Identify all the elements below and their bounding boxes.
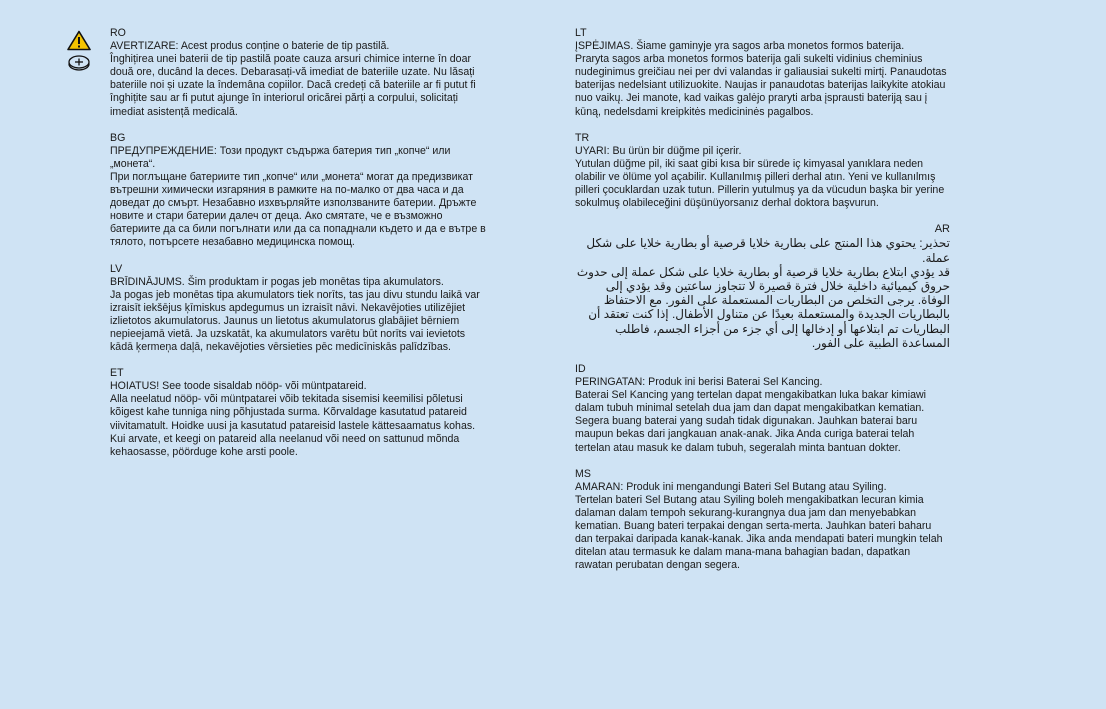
section-ar	[575, 223, 950, 350]
section-id	[575, 363, 950, 455]
language-code: ET	[110, 367, 124, 380]
warning-body: قد يؤدي ابتلاع بطارية خلايا قرصية أو بطارية خلايا على شكل عملة إلى حدوث حروق كيميائية داخلية خلال فترة قصيرة لا تتجاوز ساعتين وقد يؤدي إلى الوفاة. يرجى التخلص من البطاريات المستعملة على الفور. مع الاحتفاظ بالبطاريات الجديدة والمستعملة بعيدًا عن متناول الأطفال. إذا كنت تعتقد أن البطاريات تم ابتلاعها أو إدخالها إلى أي جزء من أجزاء الجسم، فاطلب المساعدة الطبية على الفور.	[576, 264, 950, 350]
warning-heading: ĮSPĖJIMAS. Šiame gaminyje yra sagos arba monetos formos baterija.	[575, 40, 905, 53]
warning-body: Înghițirea unei baterii de tip pastilă poate cauza arsuri chimice interne în doar două ore, ducând la deces. Debarasați-vă imediat de bateriile uzate. Nu lăsați bateriile noi și uzate la îndemâna copiilor. Dacă credeți că bateriile ar fi putut fi înghițite sau ar fi putut ajunge în interiorul oricărei părți a corpului, solicitați imediat asistență medicală.	[110, 53, 476, 118]
section-lv	[110, 263, 490, 355]
section-ro	[110, 27, 490, 119]
warning-body: Yutulan düğme pil, iki saat gibi kısa bir sürede iç kimyasal yanıklara neden olabilir ve ölüme yol açabilir. Kullanılmış pilleri derhal atın. Yeni ve kullanılmış pilleri çocuklardan uzak tutun. Pillerin yutulmuş ya da vücudun başka bir yerine sokulmuş olabileceğini düşünüyorsanız derhal doktora başvurun.	[575, 157, 945, 210]
language-code: LV	[110, 262, 123, 275]
warning-body: Praryta sagos arba monetos formos baterija gali sukelti vidinius cheminius nudeginimus greičiau nei per dvi valandas ir galiausiai sukelti mirtį. Panaudotas baterijas nedelsiant utilizuokite. Naujas ir panaudotas baterijas laikykite atokiau nuo vaikų. Jei manote, kad vaikas galėjo praryti arba įsprausti bateriją sau į kūną, nedelsdami kreipkitės medicininės pagalbos.	[575, 53, 947, 118]
language-code: MS	[575, 467, 591, 480]
warning-body: При поглъщане батериите тип „копче“ или „монета“ могат да предизвикат вътрешни химически изгаряния в рамките на по-малко от два часа и да доведат до смърт. Незабавно изхвърляйте използваните батерии. Дръжте новите и стари батерии далеч от деца. Ако смятате, че е възможно батериите да са били погълнати или да са попаднали където и да е вътре в тялото, потърсете незабавно медицинска помощ.	[110, 170, 486, 249]
warning-body: Tertelan bateri Sel Butang atau Syiling boleh mengakibatkan lecuran kimia dalaman dalam tempoh sekurang-kurangnya dua jam dan menyebabkan kematian. Buang bateri terpakai dengan serta-merta. Jauhkan bateri baharu dan terpakai daripada kanak-kanak. Jika anda mendapati bateri mungkin telah ditelan atau termasuk ke dalam mana-mana bahagian badan, dapatkan rawatan perubatan dengan segera.	[575, 493, 943, 572]
warning-heading: تحذير: يحتوي هذا المنتج على بطارية خلايا قرصية أو بطارية خلايا على شكل عملة.	[586, 236, 950, 265]
language-code: ID	[575, 362, 586, 375]
section-bg	[110, 132, 490, 250]
section-et	[110, 367, 490, 459]
warning-heading: ПРЕДУПРЕЖДЕНИЕ: Този продукт съдържа батерия тип „копче“ или „монета“.	[110, 144, 451, 170]
language-code: LT	[575, 27, 587, 39]
warning-heading: AMARAN: Produk ini mengandungi Bateri Sel Butang atau Syiling.	[575, 480, 887, 493]
warning-heading: AVERTIZARE: Acest produs conține o baterie de tip pastilă.	[110, 40, 390, 53]
arabic-text	[575, 236, 950, 350]
section-tr	[575, 132, 950, 211]
section-lt	[575, 27, 950, 119]
warning-body: Baterai Sel Kancing yang tertelan dapat mengakibatkan luka bakar kimiawi dalam tubuh minimal setelah dua jam dan dapat mengakibatkan kematian. Segera buang baterai yang sudah tidak digunakan. Jauhkan baterai baru maupun bekas dari jangkauan anak-anak. Jika Anda curiga baterai telah tertelan atau masuk ke dalam tubuh, segeralah minta bantuan dokter.	[575, 389, 926, 454]
warning-icons	[67, 30, 93, 71]
section-ms	[575, 468, 950, 573]
language-code: AR	[934, 223, 950, 236]
right-column	[575, 27, 950, 585]
warning-body: Alla neelatud nööp- või müntpatarei võib tekitada sisemisi keemilisi põletusi kõigest kahe tunniga ning põhjustada surma. Kõrvaldage kasutatud patareid viivitamatult. Hoidke uusi ja kasutatud patareisid lastele kättesaamatus kohas. Kui arvate, et keegi on patareid alla neelanud või need on sattunud mõnda kehaosasse, pöörduge kohe arsti poole.	[110, 393, 476, 458]
language-code: TR	[575, 131, 590, 144]
coin-battery-icon	[67, 55, 91, 71]
warning-triangle-icon	[67, 30, 91, 51]
language-code: BG	[110, 131, 126, 144]
warning-heading: PERINGATAN: Produk ini berisi Baterai Sel Kancing.	[575, 376, 823, 389]
warning-body: Ja pogas jeb monētas tipa akumulators tiek norīts, tas jau divu stundu laikā var izraisīt iekšējus ķīmiskus apdegumus un izraisīt nāvi. Nekavējoties utilizējiet izlietotos akumulatorus. Jaunus un lietotus akumulatorus glabājiet bērniem nepieejamā vietā. Ja uzskatāt, ka akumulators varētu būt norīts vai ievietots kādā ķermeņa daļā, nekavējoties vērsieties pēc medicīniskās palīdzības.	[110, 288, 480, 354]
warning-heading: BRĪDINĀJUMS. Šim produktam ir pogas jeb monētas tipa akumulators.	[110, 275, 444, 288]
warning-heading: HOIATUS! See toode sisaldab nööp- või müntpatareid.	[110, 380, 367, 393]
left-column	[110, 27, 490, 472]
language-code: RO	[110, 27, 126, 39]
warning-heading: UYARI: Bu ürün bir düğme pil içerir.	[575, 144, 742, 157]
